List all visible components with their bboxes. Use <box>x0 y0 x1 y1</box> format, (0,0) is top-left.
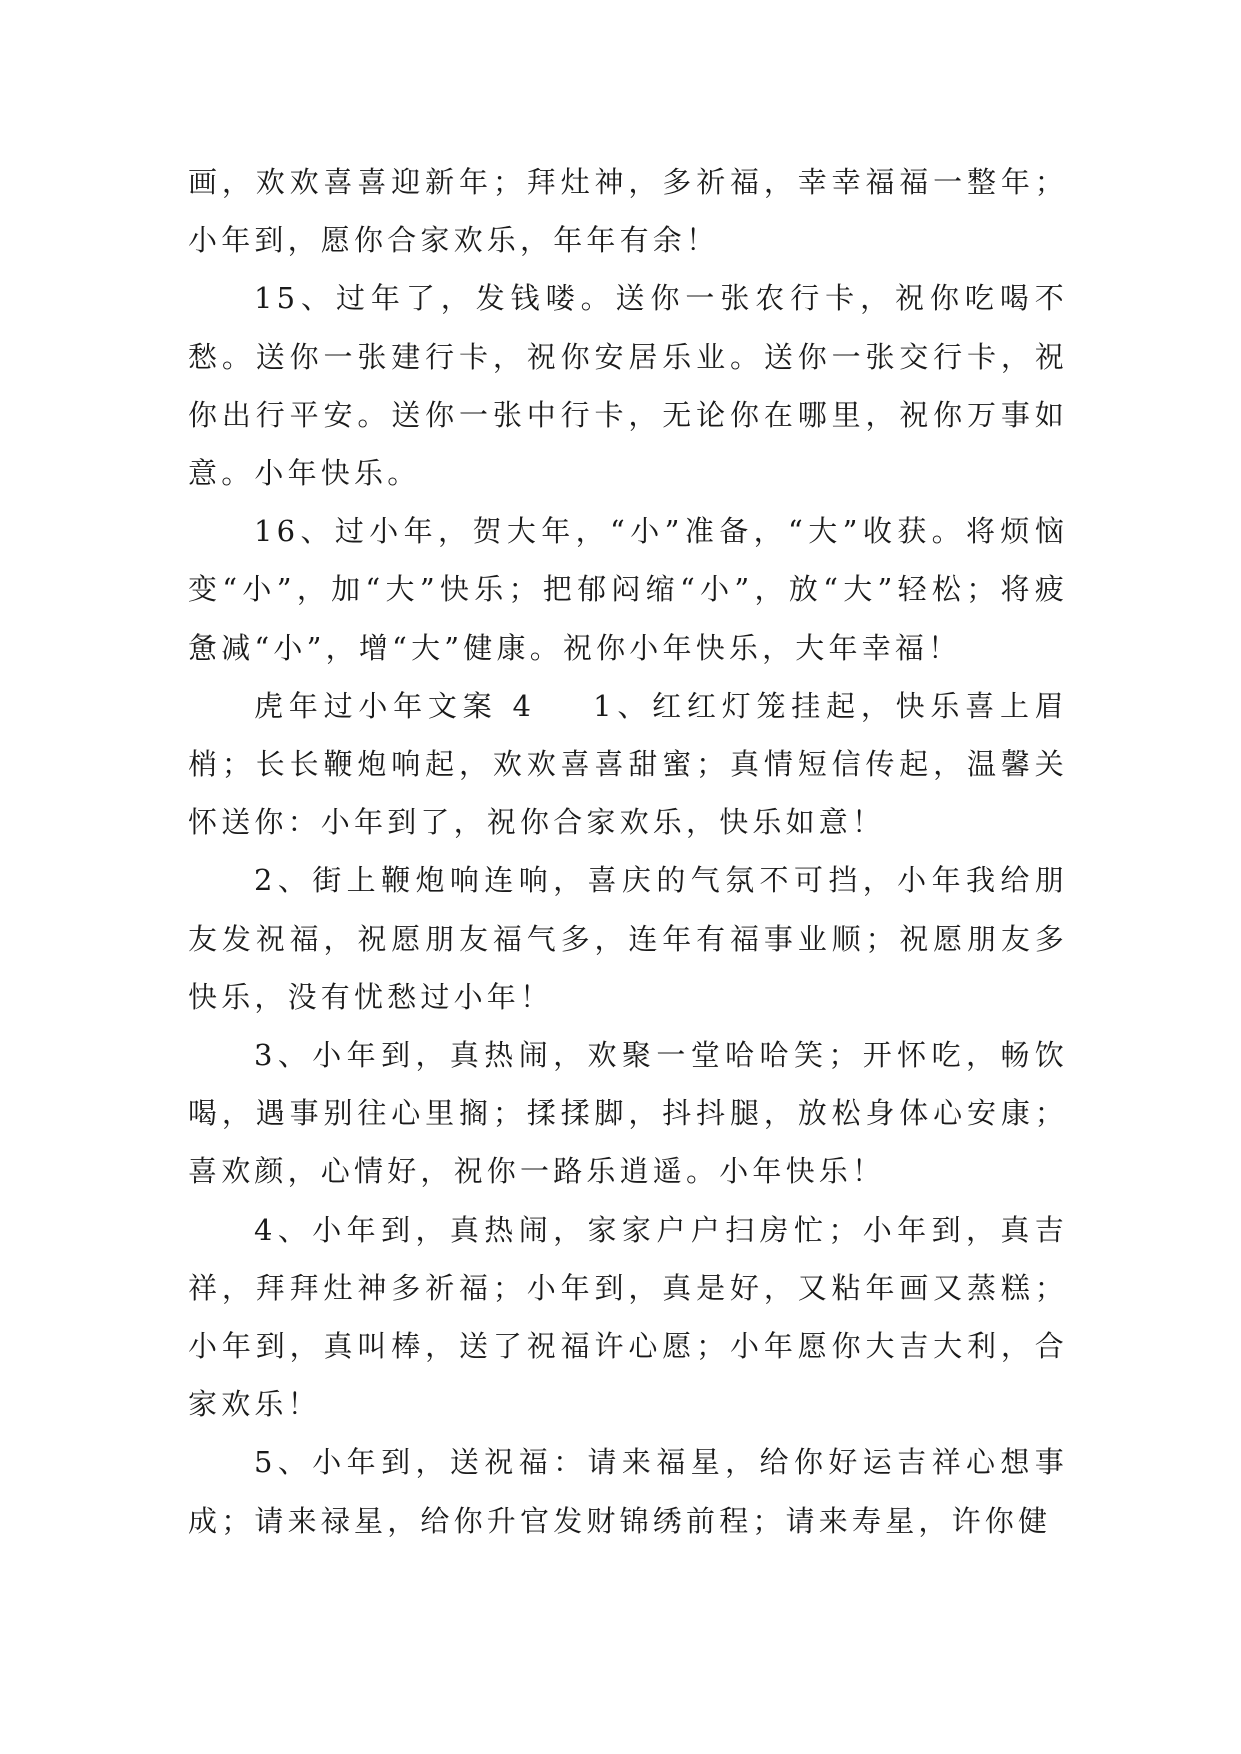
paragraph-16: 16、过小年，贺大年，“小”准备，“大”收获。将烦恼变“小”，加“大”快乐；把郁闷缩“小”，放“大”轻松；将疲惫减“小”，增“大”健康。祝你小年快乐，大年幸福！ <box>188 514 1068 665</box>
paragraph-section-4 <box>188 677 1068 852</box>
paragraph-3: 3、小年到，真热闹，欢聚一堂哈哈笑；开怀吃，畅饮喝，遇事别往心里搁；揉揉脚，抖抖腿，放松身体心安康；喜欢颜，心情好，祝你一路乐逍遥。小年快乐！ <box>188 1038 1068 1189</box>
paragraph-15: 15、过年了，发钱喽。送你一张农行卡，祝你吃喝不愁。送你一张建行卡，祝你安居乐业。送你一张交行卡，祝你出行平安。送你一张中行卡，无论你在哪里，祝你万事如意。小年快乐。 <box>188 281 1068 491</box>
paragraph-continued: 画，欢欢喜喜迎新年；拜灶神，多祈福，幸幸福福一整年；小年到，愿你合家欢乐，年年有余！ <box>188 165 1068 258</box>
document-body <box>188 153 1068 1550</box>
section-heading: 虎年过小年文案 4 <box>254 688 536 723</box>
paragraph-4: 4、小年到，真热闹，家家户户扫房忙；小年到，真吉祥，拜拜灶神多祈福；小年到，真是好，又粘年画又蒸糕；小年到，真叫棒，送了祝福许心愿；小年愿你大吉大利，合家欢乐！ <box>188 1212 1068 1422</box>
section-first-item: 1、红红灯笼挂起，快乐喜上眉梢；长长鞭炮响起，欢欢喜喜甜蜜；真情短信传起，温馨关怀送你：小年到了，祝你合家欢乐，快乐如意！ <box>188 688 1068 840</box>
paragraph-2: 2、街上鞭炮响连响，喜庆的气氛不可挡，小年我给朋友发祝福，祝愿朋友福气多，连年有福事业顺；祝愿朋友多快乐，没有忧愁过小年！ <box>188 863 1068 1014</box>
paragraph-5: 5、小年到，送祝福：请来福星，给你好运吉祥心想事成；请来禄星，给你升官发财锦绣前程；请来寿星，许你健 <box>188 1445 1068 1538</box>
